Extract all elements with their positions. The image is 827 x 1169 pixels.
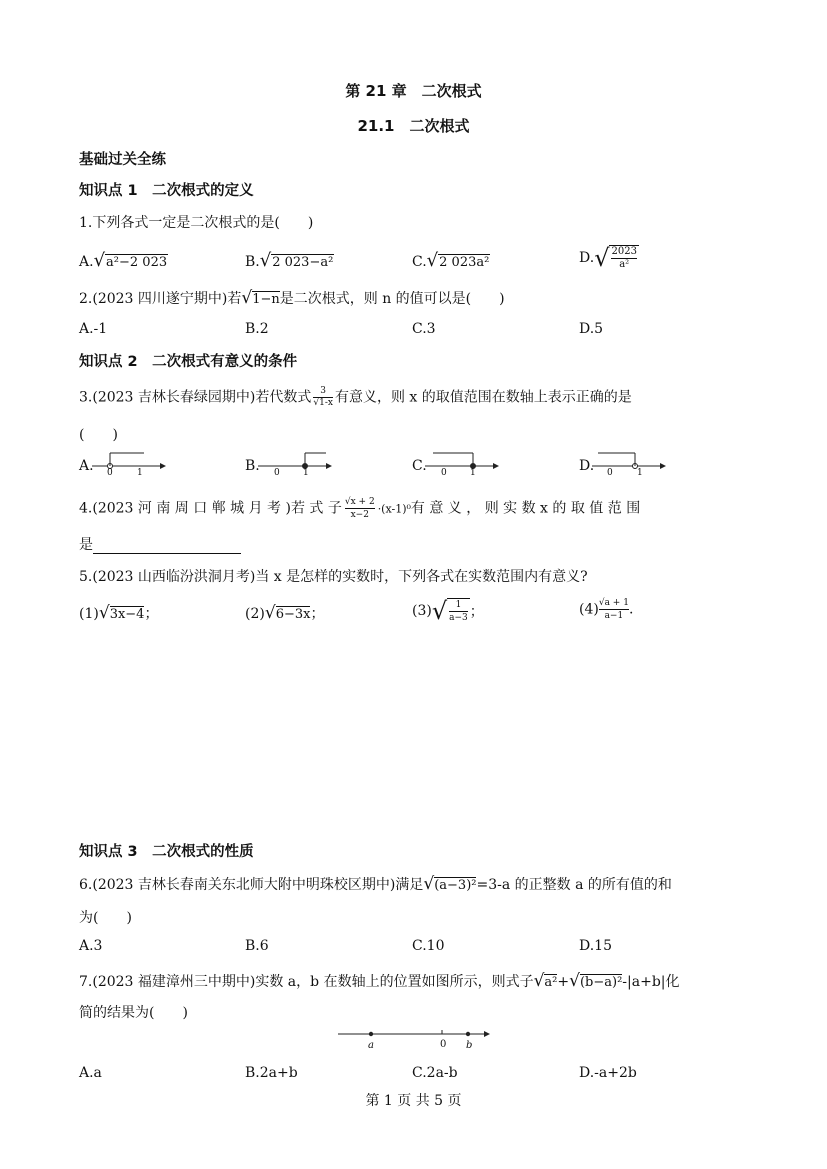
radicand: (b−a)² — [579, 975, 623, 990]
q7-option-d: D.-a+2b — [579, 1065, 637, 1081]
radical-sign: √ — [426, 250, 439, 271]
tick-label: 0 — [274, 468, 280, 478]
page-footer: 第 1 页 共 5 页 — [365, 1093, 462, 1109]
radicand: 6−3x — [275, 607, 311, 622]
q5-part-2 — [245, 603, 324, 623]
q1-option-b — [245, 250, 334, 271]
fraction — [313, 386, 333, 409]
plus-sign: + — [557, 974, 570, 990]
radical-sign: √ — [569, 971, 580, 991]
question-3-stem — [79, 386, 632, 409]
knowledge-point-1-title: 知识点 1 二次根式的定义 — [79, 183, 254, 199]
punctuation: . — [628, 601, 634, 618]
section-title: 21.1 二次根式 — [357, 117, 470, 135]
q1-option-c — [412, 250, 490, 271]
radical-sign: √ — [594, 244, 610, 272]
q1-option-a — [79, 250, 168, 271]
radical-sign: √ — [93, 250, 106, 271]
part-label: (4) — [579, 601, 599, 618]
chapter-title: 第 21 章 二次根式 — [345, 82, 482, 100]
fraction-denominator: a−1 — [604, 611, 624, 621]
fraction-denominator: x−2 — [350, 510, 369, 520]
option-label: B. — [245, 254, 260, 270]
q2-option-c: C.3 — [412, 321, 436, 337]
question-3-stem-line2: ( ) — [79, 427, 118, 443]
q3-option-c-label: C. — [412, 458, 427, 474]
q2-option-a: A.-1 — [79, 321, 108, 337]
tick-label: 0 — [107, 468, 113, 478]
fraction-numerator: √a + 1 — [598, 598, 629, 608]
radical-sign: √ — [533, 971, 545, 991]
stem-suffix: 化 — [665, 974, 680, 990]
fraction-numerator: 2023 — [611, 246, 637, 257]
radicand: a²−2 023 — [106, 255, 168, 270]
question-5-stem: 5.(2023 山西临汾洪洞月考)当 x 是怎样的实数时，下列各式在实数范围内有意义? — [79, 569, 588, 585]
absolute-term: -|a+b| — [622, 974, 666, 990]
stem-suffix: 是二次根式，则 n 的值可以是( ) — [279, 291, 505, 307]
radicand-fraction — [447, 598, 470, 624]
q6-option-b: B.6 — [245, 938, 269, 954]
option-label: D. — [579, 250, 595, 266]
q7-number-line — [338, 1026, 498, 1046]
tick-label: 1 — [470, 468, 476, 478]
radicand: 2 023a² — [439, 255, 490, 270]
question-7-stem — [79, 971, 680, 991]
question-7-line2: 简的结果为( ) — [79, 1005, 188, 1021]
knowledge-point-2-title: 知识点 2 二次根式有意义的条件 — [79, 354, 298, 370]
stem-prefix: 7.(2023 福建漳州三中期中)实数 a，b 在数轴上的位置如图所示，则式子 — [79, 974, 534, 990]
radicand: a² — [544, 975, 558, 990]
q3-option-d-number-line — [592, 446, 672, 476]
stem-prefix: 4.(2023 河 南 周 口 郸 城 月 考 )若 式 子 — [79, 500, 342, 517]
axis-label-zero: 0 — [440, 1039, 447, 1050]
radical-sign: √ — [264, 603, 276, 623]
question-2-stem — [79, 288, 505, 308]
tick-label: 1 — [303, 468, 309, 478]
q3-option-c-number-line — [425, 446, 505, 476]
option-label: C. — [412, 254, 427, 270]
q5-part-1 — [79, 603, 158, 623]
q3-option-b-label: B. — [245, 458, 260, 474]
part-title: 基础过关全练 — [79, 152, 166, 168]
fraction-denominator: a−3 — [449, 613, 468, 623]
part-label: (2) — [245, 606, 265, 622]
axis-label-b: b — [466, 1040, 473, 1051]
question-4-stem — [79, 496, 640, 521]
tick-label: 1 — [637, 468, 643, 478]
radical-sign: √ — [241, 288, 253, 308]
option-label: A. — [79, 254, 94, 270]
radicand: 2 023−a² — [272, 255, 334, 270]
part-label: (1) — [79, 606, 99, 622]
stem-suffix: =3-a 的正整数 a 的所有值的和 — [476, 877, 672, 893]
radicand: 3x−4 — [109, 607, 145, 622]
radicand: (a−3)² — [434, 878, 477, 893]
q2-option-d: D.5 — [579, 321, 604, 337]
question-6-stem — [79, 874, 672, 894]
q7-option-c: C.2a-b — [412, 1065, 458, 1081]
q3-option-b-number-line — [258, 446, 338, 476]
q3-option-a-number-line — [92, 446, 172, 476]
q3-option-a-label: A. — [79, 458, 94, 474]
fraction-denominator: √1-x — [313, 398, 333, 408]
answer-blank[interactable] — [93, 539, 241, 554]
q5-part-4 — [579, 597, 633, 622]
fraction — [345, 496, 375, 521]
radical-sign: √ — [423, 874, 435, 894]
tick-label: 0 — [441, 468, 447, 478]
q5-part-3 — [412, 597, 484, 625]
question-6-line2: 为( ) — [79, 910, 132, 926]
radical-sign: √ — [431, 597, 448, 625]
radicand: 1−n — [252, 292, 280, 307]
stem-prefix: 6.(2023 吉林长春南关东北师大附中明珠校区期中)满足 — [79, 877, 424, 893]
punctuation: ； — [310, 606, 325, 622]
tick-label: 1 — [137, 468, 143, 478]
q1-option-d — [579, 244, 639, 272]
stem-line2: 是 — [79, 537, 93, 553]
zero-power-term: ·(x-1)⁰ — [377, 502, 411, 516]
q6-option-c: C.10 — [412, 938, 445, 954]
axis-label-a: a — [368, 1040, 374, 1051]
tick-label: 0 — [607, 468, 613, 478]
radicand-fraction — [609, 245, 638, 271]
q2-option-b: B.2 — [245, 321, 269, 337]
knowledge-point-3-title: 知识点 3 二次根式的性质 — [79, 844, 254, 860]
radical-sign: √ — [259, 250, 272, 271]
q3-option-d-label: D. — [579, 458, 595, 474]
question-1-stem: 1.下列各式一定是二次根式的是( ) — [79, 215, 314, 231]
q7-option-b: B.2a+b — [245, 1065, 298, 1081]
question-4-line2 — [79, 534, 241, 554]
fraction-numerator: √x + 2 — [344, 497, 375, 507]
q7-option-a: A.a — [79, 1065, 102, 1081]
fraction-numerator: 1 — [449, 599, 468, 612]
fraction — [599, 597, 629, 622]
stem-prefix: 2.(2023 四川遂宁期中)若 — [79, 291, 242, 307]
stem-suffix: 有意义，则 x 的取值范围在数轴上表示正确的是 — [334, 389, 632, 406]
q6-option-a: A.3 — [79, 938, 103, 954]
punctuation: ； — [469, 604, 484, 620]
fraction-denominator: a² — [619, 259, 630, 270]
part-label: (3) — [412, 603, 432, 619]
stem-suffix: 有 意 义 ， 则 实 数 x 的 取 值 范 围 — [410, 500, 641, 517]
radical-sign: √ — [98, 603, 110, 623]
punctuation: ； — [144, 606, 159, 622]
stem-prefix: 3.(2023 吉林长春绿园期中)若代数式 — [79, 389, 312, 406]
fraction-numerator: 3 — [313, 386, 333, 398]
q6-option-d: D.15 — [579, 938, 612, 954]
